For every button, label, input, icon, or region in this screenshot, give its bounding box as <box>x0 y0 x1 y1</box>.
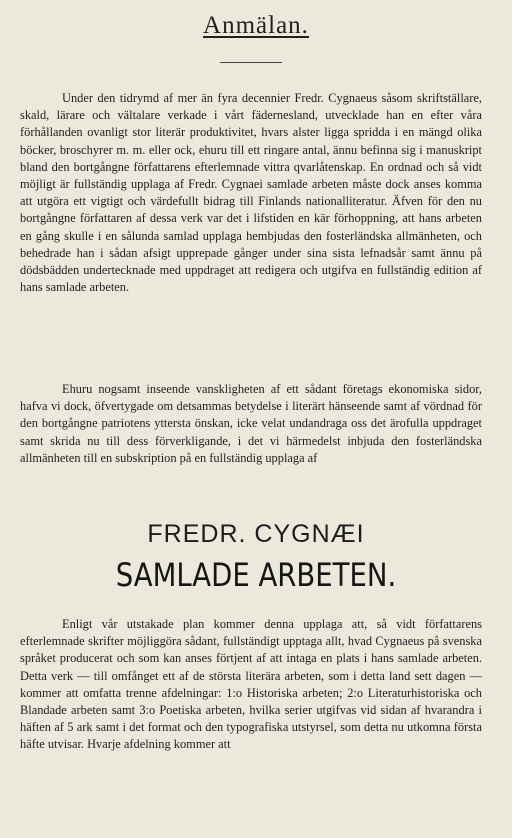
announcement-paragraph-2: Ehuru nogsamt inseende vanskligheten af ett sådant företags ekonomiska sidor, hafva vi dock, öfvertygade om detsammas betydelse i literärt hänseende samt af vördnad för den bortgångne patriotens yttersta önskan, icke velat undandraga oss det ärofulla uppdraget samt skrida nu till dess förverkligande, i det vi härmedelst inbjuda den fosterländska allmänheten till en subskription på en fullständig upplaga af <box>20 382 482 465</box>
author-title: FREDR. CYGNÆI <box>147 520 365 548</box>
announcement-paragraph-3: Enligt vår utstakade plan kommer denna upplaga att, så vidt författarens efterlemnade skrifter möjliggöra sådant, fullständigt upptaga allt, hvad Cygnaeus på svenska språket producerat och som kan anses förtjent af att intaga en plats i hans samlade arbeten. Detta verk — till omfånget ett af de största literära arbeten, som i detta land sett dagen — kommer att omfatta trenne afdelningar: 1:o Historiska arbeten; 2:o Literaturhistoriska och Blandade arbeten samt 3:o Poetiska arbeten, hvilka serier utgifvas vid sidan af hvarandra i häften af 5 ark samt i det format och den typografiska utstyrsel, som detta nu utkomna första häfte utvisar. Hvarje afdelning kommer att <box>20 617 482 752</box>
work-title: SAMLADE ARBETEN. <box>115 556 397 594</box>
heading-divider <box>220 62 282 63</box>
announcement-paragraph-1: Under den tidrymd af mer än fyra decennier Fredr. Cygnaeus såsom skriftställare, skald, lärare och vältalare verkade i vårt fädernesland, utvecklade han en efter våra förhållanden ovanligt stor literär produktivitet, hvars alster ligga spridda i en mängd olika böcker, broschyrer m. m. eller ock, ehuru till ett ringare antal, ännu befinna sig i manuskript bland den bortgångne författarens efterlemnade vittra qvarlåtenskap. En ordnad och så vidt möjligt är fullständig upplaga af Fredr. Cygnaei samlade arbeten måste dock anses komma att utgöra ett vigtigt och värdefullt bidrag till Finlands nationalliteratur. Äfven för den nu bortgångne författaren af dessa verk var det i lifstiden en kär förhoppning, att hans arbeten en gång skulle i en sålunda samlad upplaga hembjudas den fosterländska allmänheten, och behedrade han i sådan afsigt upprepade gånger under sina sista lefnadsår samt ännu på dödsbädden undertecknade med uppdraget att redigera och utgifva en fullständig edition af hans samlade arbeten. <box>20 91 482 295</box>
page-heading: Anmälan. <box>203 12 309 39</box>
